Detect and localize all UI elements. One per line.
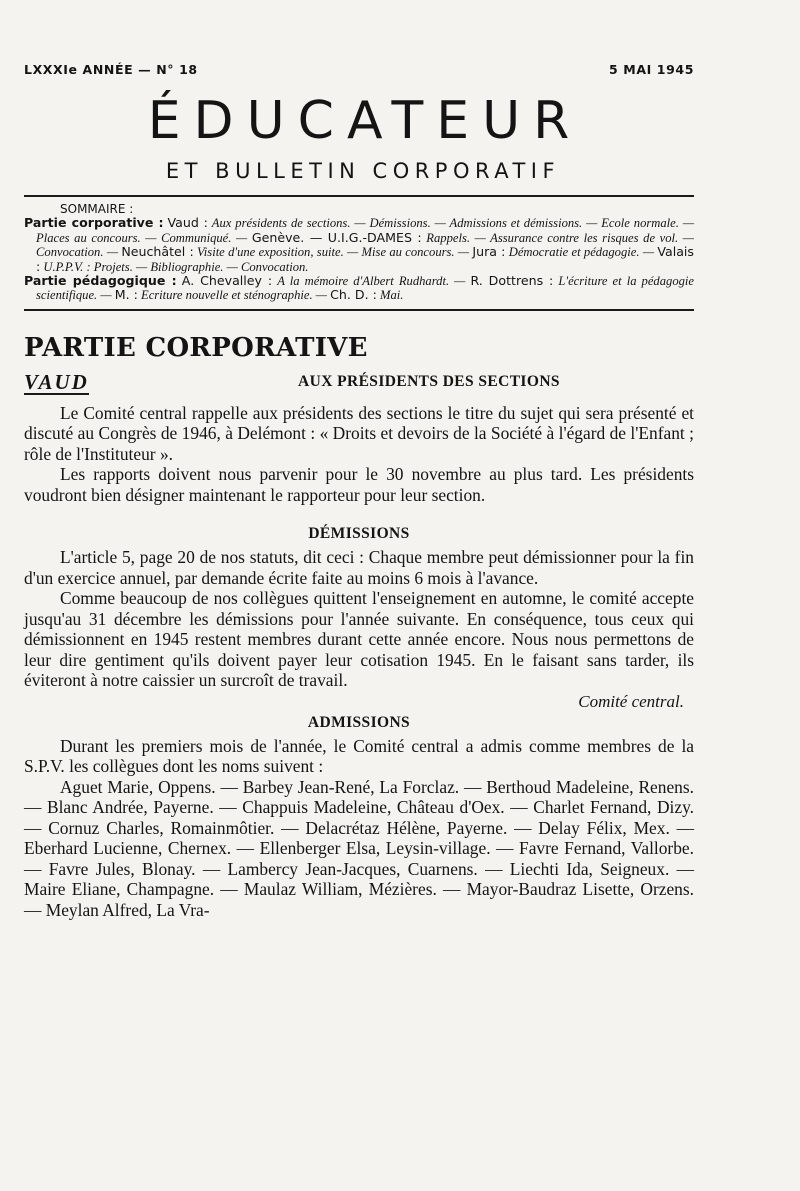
pedagogique-author-3: M. : xyxy=(114,287,138,303)
corporative-label: Partie corporative : xyxy=(24,215,164,231)
paragraph: Aguet Marie, Oppens. — Barbey Jean-René, La Forclaz. — Berthoud Madeleine, Renens. — Blanc Andrée, Payerne. — Chappuis Madeleine, Château d'Oex. — Charlet Fernand, Dizy. — Cornuz Charles, Romainmôtier. — Delacrétaz Hélène, Payerne. — Delay Félix, Mex. — Eberhard Lucienne, Chernex. — Ellenberger Elsa, Leysin-village. — Favre Fernand, Vallorbe. — Favre Jules, Blonay. — Lambercy Jean-Jacques, Cuarnens. — Liechti Ida, Seigneux. — Maire Eliane, Champagne. — Maulaz William, Mézières. — Mayor-Baudraz Lisette, Orzens. — Meylan Alfred, La Vra- xyxy=(24,776,694,920)
corporative-neuchatel-items: Visite d'une exposition, suite. — Mise au concours. — xyxy=(197,245,470,260)
corporative-geneve: Genève. — U.I.G.-DAMES : xyxy=(251,229,422,245)
paragraph: Durant les premiers mois de l'année, le Comité central a admis comme membres de la S.P.V. les collègues dont les noms suivent : xyxy=(24,735,694,777)
issue-date: 5 MAI 1945 xyxy=(609,62,694,77)
signature: Comité central. xyxy=(578,691,684,711)
corporative-neuchatel: Neuchâtel : xyxy=(121,244,194,260)
sommaire-pedagogique xyxy=(24,274,694,303)
corporative-vaud: Vaud : xyxy=(167,215,208,231)
pedagogique-author-4: Ch. D. : xyxy=(330,287,377,303)
sommaire-label: SOMMAIRE : xyxy=(60,202,134,216)
masthead-title: ÉDUCATEUR xyxy=(147,91,583,151)
heading-demissions: DÉMISSIONS xyxy=(308,525,410,543)
section-title: PARTIE CORPORATIVE xyxy=(24,332,368,363)
paragraph: L'article 5, page 20 de nos statuts, dit ceci : Chaque membre peut démissionner pour la fin d'un exercice annuel, par demande écrite faite au moins 6 mois à l'avance. xyxy=(24,547,694,588)
corporative-vaud-items: Aux présidents de sections. — Démissions. — Admissions et démissions. — Ecole normale. — Places au concours. — Communiqué. — xyxy=(36,216,695,245)
pedagogique-author-1: A. Chevalley : xyxy=(181,273,273,289)
corporative-valais: Valais : xyxy=(36,244,694,274)
pedagogique-title-4: Mai. xyxy=(380,288,404,303)
canton-label: VAUD xyxy=(24,369,89,394)
paragraph: Les rapports doivent nous parvenir pour le 30 novembre au plus tard. Les présidents voudront bien désigner maintenant le rapporteur pour leur section. xyxy=(24,464,694,505)
pedagogique-title-2: L'écriture et la pédagogie scientifique. — xyxy=(36,274,695,303)
pedagogique-title-1: A la mémoire d'Albert Rudhardt. — xyxy=(277,274,466,289)
heading-admissions: ADMISSIONS xyxy=(307,713,411,731)
corporative-geneve-items: Rappels. — Assurance contre les risques de vol. — Convocation. — xyxy=(36,230,694,260)
corporative-jura-items: Démocratie et pédagogie. — xyxy=(508,245,655,260)
paragraph: Comme beaucoup de nos collègues quittent l'enseignement en automne, le comité accepte jusqu'au 31 décembre les démissions pour l'année suivante. En conséquence, tous ceux qui démissionnent en 1945 restent membres durant cette année encore. Nous nous permettons de leur dire gentiment qu'ils doivent payer leur cotisation 1945. En le faisant sans tarder, ils éviteront à notre caissier un surcroît de travail. xyxy=(24,588,694,691)
masthead-subtitle: ET BULLETIN CORPORATIF xyxy=(165,159,561,183)
corporative-valais-items: U.P.P.V. : Projets. — Bibliographie. — Convocation. xyxy=(43,259,309,274)
divider xyxy=(24,195,694,197)
corporative-jura: Jura : xyxy=(472,244,506,260)
divider xyxy=(24,309,694,311)
issue-number: LXXXIe ANNÉE — N° 18 xyxy=(24,62,198,77)
paragraph: Le Comité central rappelle aux présidents des sections le titre du sujet qui sera présenté et discuté au Congrès de 1946, à Delémont : « Droits et devoirs de la Société à l'égard de l'Enfant ; rôle de l'Instituteur ». xyxy=(24,402,694,464)
vaud-section-header xyxy=(24,371,694,399)
pedagogique-title-3: Ecriture nouvelle et sténographie. — xyxy=(141,288,327,303)
sommaire-corporative xyxy=(24,216,694,274)
heading-presidents: AUX PRÉSIDENTS DES SECTIONS xyxy=(298,372,560,390)
article-body xyxy=(24,403,694,921)
pedagogique-author-2: R. Dottrens : xyxy=(470,273,554,289)
pedagogique-label: Partie pédagogique : xyxy=(24,273,177,289)
issue-line xyxy=(24,62,694,77)
table-of-contents xyxy=(24,203,694,303)
page xyxy=(24,62,694,920)
